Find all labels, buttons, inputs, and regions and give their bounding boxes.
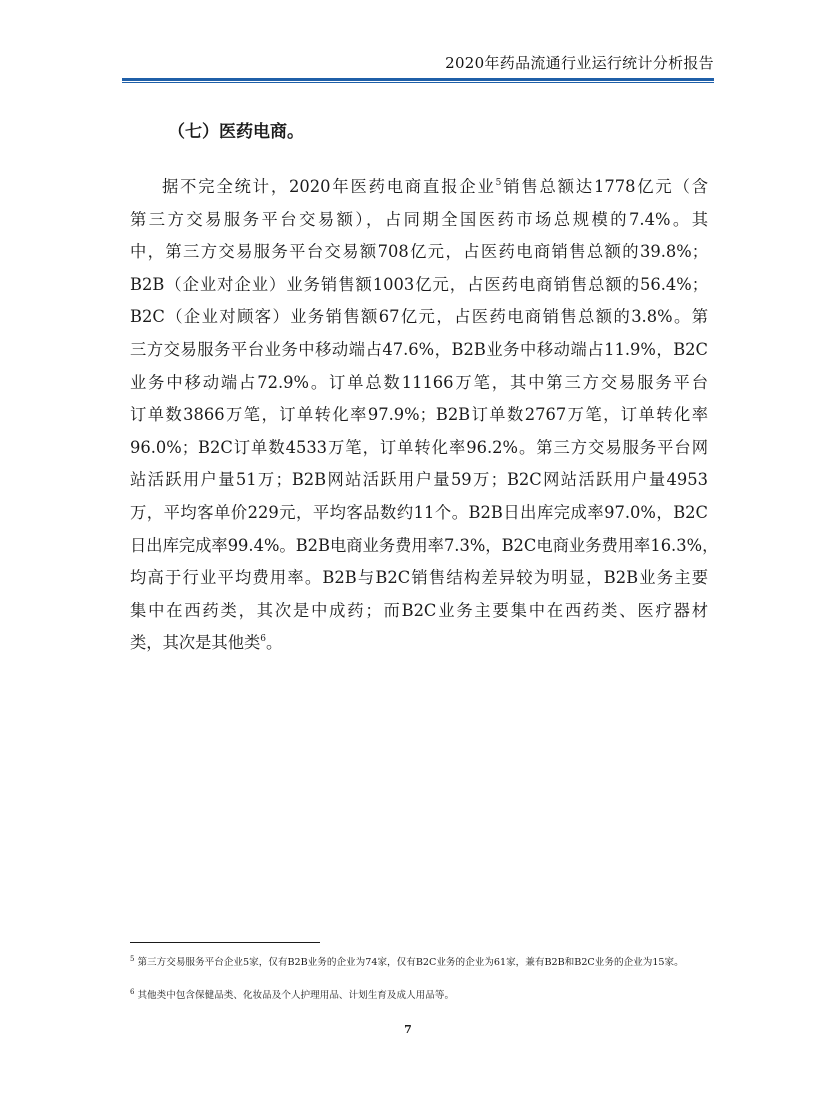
paragraph-line: 万，平均客单价229元，平均客品数约11个。B2B日出库完成率97.0%，B2C [130,502,708,522]
footnote-ref-6[interactable]: 6 [260,634,266,645]
footnote-text: 其他类中包含保健品类、化妆品及个人护理用品、计划生育及成人用品等。 [137,990,455,1001]
paragraph-line: 中，第三方交易服务平台交易额708亿元，占医药电商销售总额的39.8%； [130,242,708,262]
paragraph-line: 业务中移动端占72.9%。订单总数11166万笔，其中第三方交易服务平台 [130,372,708,392]
body-paragraph [130,171,719,660]
paragraph-line: 96.0%；B2C订单数4533万笔，订单转化率96.2%。第三方交易服务平台网 [130,437,708,457]
paragraph-line: 日出库完成率99.4%。B2B电商业务费用率7.3%，B2C电商业务费用率16.3%， [130,535,719,555]
footnote-text: 第三方交易服务平台企业5家，仅有B2B业务的企业为74家，仅有B2C业务的企业为61家，兼有B2B和B2C业务的企业为15家。 [137,957,684,968]
footnote-6 [130,988,710,1003]
footnote-divider [130,942,320,943]
page-number: 7 [404,1023,412,1036]
footnote-marker: 5 [130,955,135,963]
footnote-5 [130,955,710,970]
footnote-ref-5[interactable]: 5 [495,178,502,188]
paragraph-line: 第三方交易服务平台交易额），占同期全国医药市场总规模的7.4%。其 [130,209,708,229]
header-divider [122,78,714,84]
paragraph-line: B2C（企业对顾客）业务销售额67亿元，占医药电商销售总额的3.8%。第 [130,307,708,327]
section-heading: （七）医药电商。 [168,122,304,142]
paragraph-line: 三方交易服务平台业务中移动端占47.6%，B2B业务中移动端占11.9%，B2C [130,339,708,359]
paragraph-line: 均高于行业平均费用率。B2B与B2C销售结构差异较为明显，B2B业务主要 [130,568,708,588]
paragraph-line: 集中在西药类，其次是中成药；而B2C业务主要集中在西药类、医疗器材 [130,600,708,620]
paragraph-line: 类，其次是其他类$^6$。 [130,633,283,653]
paragraph-line: 站活跃用户量51万；B2B网站活跃用户量59万；B2C网站活跃用户量4953 [130,470,708,490]
paragraph-line: B2B（企业对企业）业务销售额1003亿元，占医药电商销售总额的56.4%； [130,274,708,294]
footnote-marker: 6 [130,988,135,996]
paragraph-line: 据不完全统计，2020年医药电商直报企业$^5$销售总额达1778亿元（含 [162,177,709,196]
paragraph-line: 订单数3866万笔，订单转化率97.9%；B2B订单数2767万笔，订单转化率 [130,405,708,425]
report-header-title: 2020年药品流通行业运行统计分析报告 [445,54,714,72]
